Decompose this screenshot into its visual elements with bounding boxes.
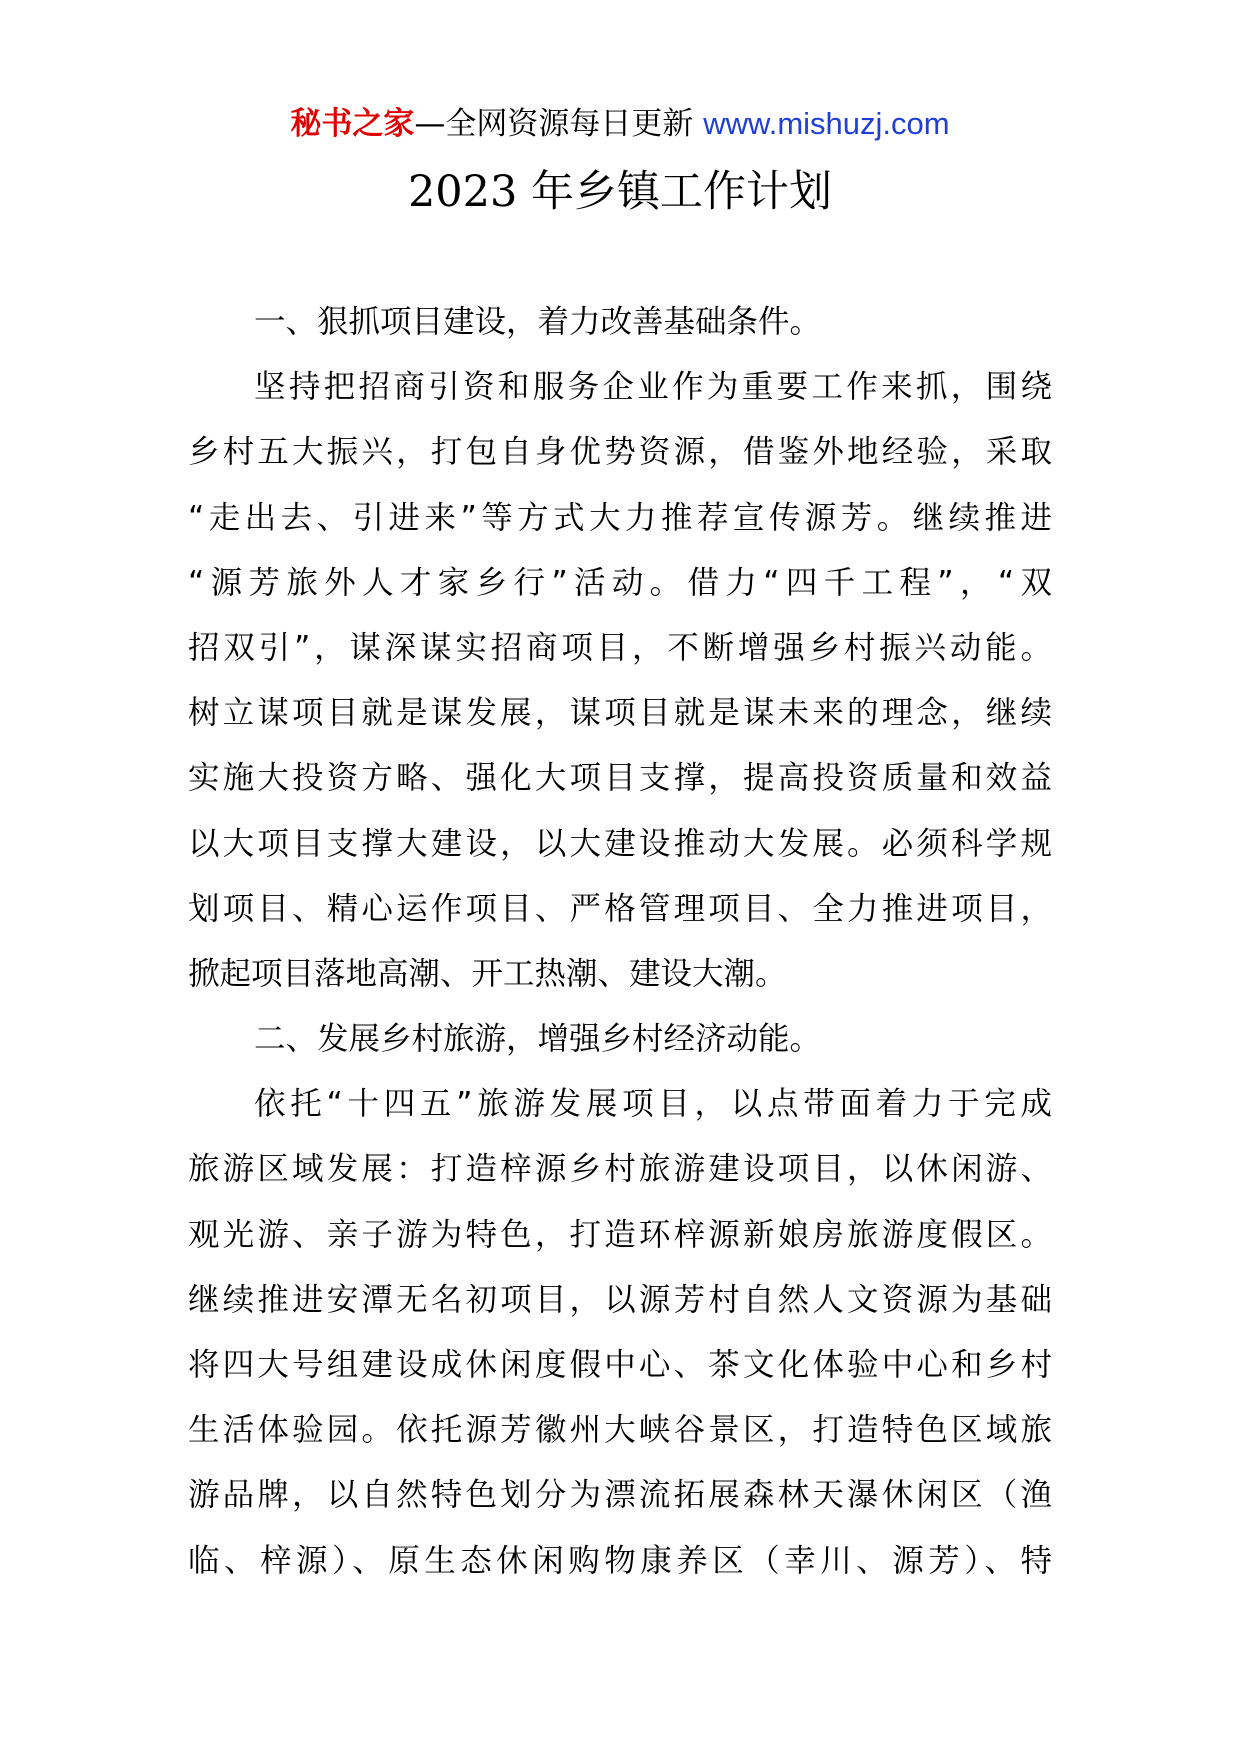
body-line: 二、发展乡村旅游，增强乡村经济动能。 [254, 1021, 822, 1058]
body-line: 树立谋项目就是谋发展，谋项目就是谋未来的理念，继续 [188, 695, 1052, 732]
site-header [0, 100, 1240, 148]
body-line: 划项目、精心运作项目、严格管理项目、全力推进项目， [188, 890, 1052, 927]
site-slogan: —全网资源每日更新 [414, 106, 694, 142]
body-line: “源芳旅外人才家乡行”活动。借力“四千工程”，“双 [188, 564, 1052, 601]
body-line: 生活体验园。依托源芳徽州大峡谷景区，打造特色区域旅 [188, 1412, 1052, 1449]
body-line: 观光游、亲子游为特色，打造环梓源新娘房旅游度假区。 [188, 1216, 1052, 1253]
body-line: 依托“十四五”旅游发展项目，以点带面着力于完成 [254, 1086, 1052, 1123]
body-line: 掀起项目落地高潮、开工热潮、建设大潮。 [188, 955, 787, 992]
site-url[interactable]: www.mishuzj.com [703, 106, 950, 141]
body-line: 将四大号组建设成休闲度假中心、茶文化体验中心和乡村 [188, 1347, 1052, 1383]
body-line: 一、狠抓项目建设，着力改善基础条件。 [254, 304, 822, 340]
body-line: 坚持把招商引资和服务企业作为重要工作来抓，围绕 [254, 369, 1052, 406]
body-line: 以大项目支撑大建设，以大建设推动大发展。必须科学规 [188, 825, 1052, 862]
body-line: “走出去、引进来”等方式大力推荐宣传源芳。继续推进 [188, 499, 1052, 536]
body-line: 继续推进安潭无名初项目，以源芳村自然人文资源为基础 [188, 1281, 1052, 1318]
body-line: 临、梓源）、原生态休闲购物康养区（幸川、源芳）、特 [188, 1542, 1052, 1579]
body-line: 乡村五大振兴，打包自身优势资源，借鉴外地经验，采取 [188, 434, 1052, 471]
body-line: 实施大投资方略、强化大项目支撑，提高投资质量和效益 [188, 760, 1052, 797]
body-line: 招双引”，谋深谋实招商项目，不断增强乡村振兴动能。 [188, 629, 1052, 666]
body-line: 游品牌，以自然特色划分为漂流拓展森林天瀑休闲区（渔 [188, 1477, 1052, 1514]
body-line: 旅游区域发展：打造梓源乡村旅游建设项目，以休闲游、 [188, 1151, 1052, 1188]
document-body [188, 290, 1052, 1594]
document-title: 2023 年乡镇工作计划 [407, 167, 833, 217]
brand-name: 秘书之家 [290, 106, 415, 142]
